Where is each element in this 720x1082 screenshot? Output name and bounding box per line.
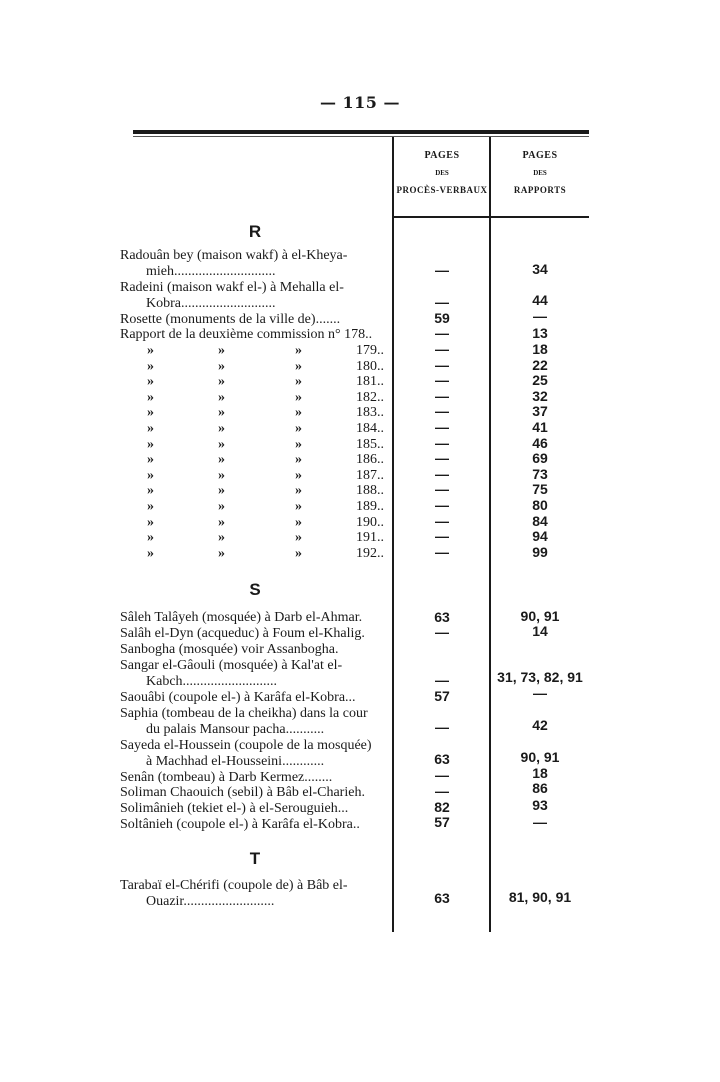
entry-text: Soliman Chaouich (sebil) à Bâb el-Charieh. [120,785,365,800]
entry-text: Saphia (tombeau de la cheikha) dans la cour [120,706,368,721]
proces-page: — [435,325,449,341]
ditto-mark: » [218,483,225,499]
ditto-entry [120,499,390,515]
index-entry [120,817,390,833]
header-rule [133,130,589,134]
proces-page: 57 [434,688,450,704]
index-entry [120,801,390,817]
entry-text: Saouâbi (coupole el-) à Karâfa el-Kobra... [120,690,356,705]
ditto-mark: » [147,436,154,452]
proces-page: — [435,341,449,357]
ditto-entry [120,374,390,390]
ditto-mark: » [295,467,302,483]
index-entry [120,770,390,786]
index-entry [120,785,390,801]
proces-page: 57 [434,814,450,830]
rapports-header-bottom: RAPPORTS [513,185,567,195]
ditto-mark: » [147,452,154,468]
rapport-page: 94 [532,528,548,545]
rapport-page: 99 [532,543,548,560]
proces-page: — [435,497,449,513]
ditto-mark: » [295,389,302,405]
commission-number: 181.. [356,374,384,390]
commission-number: 188.. [356,483,384,499]
proces-header-top: PAGES [424,150,460,161]
rapport-page: 73 [532,465,548,482]
index-entry [120,738,390,769]
proces-page: 82 [434,799,450,815]
index-entry [120,280,390,311]
ditto-entry [120,468,390,484]
ditto-mark: » [295,545,302,561]
rapport-page: 34 [532,261,548,277]
commission-number: 192.. [356,545,384,561]
index-entry [120,642,390,658]
proces-page: — [435,465,449,482]
proces-page: — [435,419,449,435]
commission-number: 179.. [356,343,384,358]
rapports-header-mid: DES [533,169,547,177]
rapport-page: 25 [532,372,548,389]
proces-page: 63 [434,751,450,767]
proces-page: — [435,262,449,278]
rapport-page: 69 [532,450,548,467]
commission-number: 183.. [356,405,384,421]
ditto-entry [120,390,390,406]
ditto-entry [120,343,390,359]
entry-text: Sangar el-Gâouli (mosquée) à Kal'at el- [120,658,343,673]
entry-text: Sanbogha (mosquée) voir Assanbogha. [120,642,339,657]
commission-number: 187.. [356,467,384,483]
proces-page: — [435,403,449,420]
commission-number: 180.. [356,358,384,374]
rapport-page: 31, 73, 82, 91 [497,669,583,685]
ditto-mark: » [147,467,154,483]
ditto-entry [120,421,390,437]
proces-header-mid: DES [435,169,449,177]
proces-page: — [435,767,449,783]
ditto-mark: » [295,499,302,514]
rapport-page: — [533,814,547,830]
proces-page: — [435,481,449,498]
entry-text: Rapport de la deuxième commission n° 178.. [120,327,373,342]
rapport-page: 37 [532,403,548,420]
rapport-page: 18 [532,341,548,357]
proces-page: — [435,356,449,373]
entry-text: Soltânieh (coupole el-) à Karâfa el-Kobra.. [120,817,360,832]
proces-page: — [435,672,449,688]
index-entry [120,690,390,706]
proces-verbaux-header [394,151,490,195]
ditto-mark: » [218,389,225,405]
ditto-mark: » [147,499,154,514]
rapport-page: 90, 91 [520,749,560,765]
proces-header-bottom: PROCÈS-VERBAUX [396,185,488,195]
entry-text: Radeini (maison wakf el-) à Mehalla el- [120,280,344,295]
index-entry [120,610,390,626]
rapport-page: 46 [532,434,548,451]
commission-number: 191.. [356,530,384,546]
ditto-entry [120,483,390,499]
commission-number: 186.. [356,452,384,468]
ditto-mark: » [218,405,225,421]
proces-page: — [435,624,449,640]
index-entry [120,706,390,737]
ditto-mark: » [147,421,154,436]
ditto-mark: » [147,374,154,390]
ditto-mark: » [218,358,225,374]
ditto-mark: » [295,483,302,499]
ditto-mark: » [295,436,302,452]
ditto-entry [120,359,390,375]
section-letter-s: S [249,580,261,599]
ditto-mark: » [147,545,154,561]
entry-continuation: à Machhad el-Housseini............ [146,753,325,769]
rapports-header-top: PAGES [522,150,558,161]
proces-page: 59 [434,310,450,326]
ditto-mark: » [147,358,154,374]
ditto-mark: » [295,374,302,390]
proces-page: 63 [434,609,450,625]
entry-text: Solimânieh (tekiet el-) à el-Serouguieh... [120,801,349,816]
ditto-mark: » [218,467,225,483]
rapport-page: 18 [532,765,548,781]
commission-number: 182.. [356,389,384,405]
entry-text: Sâleh Talâyeh (mosquée) à Darb el-Ahmar. [120,610,363,625]
ditto-entry [120,437,390,453]
ditto-entry [120,530,390,546]
ditto-mark: » [218,530,225,546]
ditto-mark: » [295,405,302,421]
rapport-page: 44 [532,292,548,308]
commission-number: 189.. [356,499,384,514]
ditto-mark: » [218,452,225,468]
index-entry [120,626,390,642]
index-entry [120,312,390,328]
rapport-page: 81, 90, 91 [508,889,572,905]
ditto-mark: » [147,514,154,530]
entry-continuation: Ouazir.......................... [146,893,275,909]
entry-continuation: du palais Mansour pacha........... [146,721,325,737]
proces-page: — [435,372,449,389]
ditto-mark: » [295,530,302,546]
rapport-page: — [533,308,547,324]
proces-page: — [435,543,449,560]
rapport-page: 80 [532,497,548,513]
ditto-mark: » [147,483,154,499]
section-letter-t: T [249,849,261,868]
entry-continuation: Kobra........................... [146,295,276,311]
entry-text: Senân (tombeau) à Darb Kermez........ [120,770,333,785]
entry-text: Sayeda el-Houssein (coupole de la mosquée) [120,738,372,753]
ditto-mark: » [295,343,302,358]
commission-number: 185.. [356,436,384,452]
rapport-page: 93 [532,797,548,813]
ditto-entry [120,452,390,468]
rapport-page: 14 [532,623,548,639]
index-entry [120,248,390,279]
entry-text: Tarabaï el-Chérifi (coupole de) à Bâb el- [120,878,348,893]
ditto-mark: » [295,421,302,436]
rapport-page: 22 [532,356,548,373]
commission-number: 184.. [356,421,384,436]
rapport-page: 41 [532,419,548,435]
proces-page: — [435,783,449,799]
ditto-mark: » [218,343,225,358]
ditto-mark: » [295,452,302,468]
column-divider-left [392,137,394,932]
entry-text: Salâh el-Dyn (acqueduc) à Foum el-Khalig. [120,626,365,641]
ditto-mark: » [295,358,302,374]
proces-page: — [435,450,449,467]
ditto-entry [120,546,390,562]
ditto-mark: » [218,499,225,514]
proces-page: — [435,512,449,529]
rapport-page: — [533,685,547,701]
index-entry [120,878,390,909]
rapports-header [491,151,589,195]
rapport-page: 13 [532,325,548,341]
ditto-mark: » [147,389,154,405]
header-bottom-rule [392,216,589,218]
ditto-entry [120,515,390,531]
ditto-mark: » [218,421,225,436]
ditto-mark: » [218,436,225,452]
header-rule-thin [133,136,589,137]
entry-text: Radouân bey (maison wakf) à el-Kheya- [120,248,348,263]
entry-text: Rosette (monuments de la ville de)....... [120,312,341,327]
ditto-entry [120,405,390,421]
ditto-mark: » [147,343,154,358]
proces-page: — [435,294,449,310]
rapport-page: 90, 91 [520,608,560,624]
ditto-mark: » [218,374,225,390]
section-letter-r: R [248,222,262,241]
ditto-mark: » [147,530,154,546]
proces-page: — [435,434,449,451]
index-entry [120,327,390,343]
commission-number: 190.. [356,514,384,530]
rapport-page: 75 [532,481,548,498]
ditto-mark: » [147,405,154,421]
rapport-page: 84 [532,512,548,529]
ditto-mark: » [218,545,225,561]
entry-continuation: mieh............................. [146,263,276,279]
proces-page: — [435,719,449,735]
proces-page: 63 [434,890,450,906]
ditto-mark: » [295,514,302,530]
proces-page: — [435,387,449,404]
entry-continuation: Kabch........................... [146,673,278,689]
page-number: — 115 — [319,93,401,112]
rapport-page: 86 [532,780,548,796]
rapport-page: 32 [532,387,548,404]
proces-page: — [435,528,449,545]
rapport-page: 42 [532,717,548,733]
index-entry [120,658,390,689]
ditto-mark: » [218,514,225,530]
